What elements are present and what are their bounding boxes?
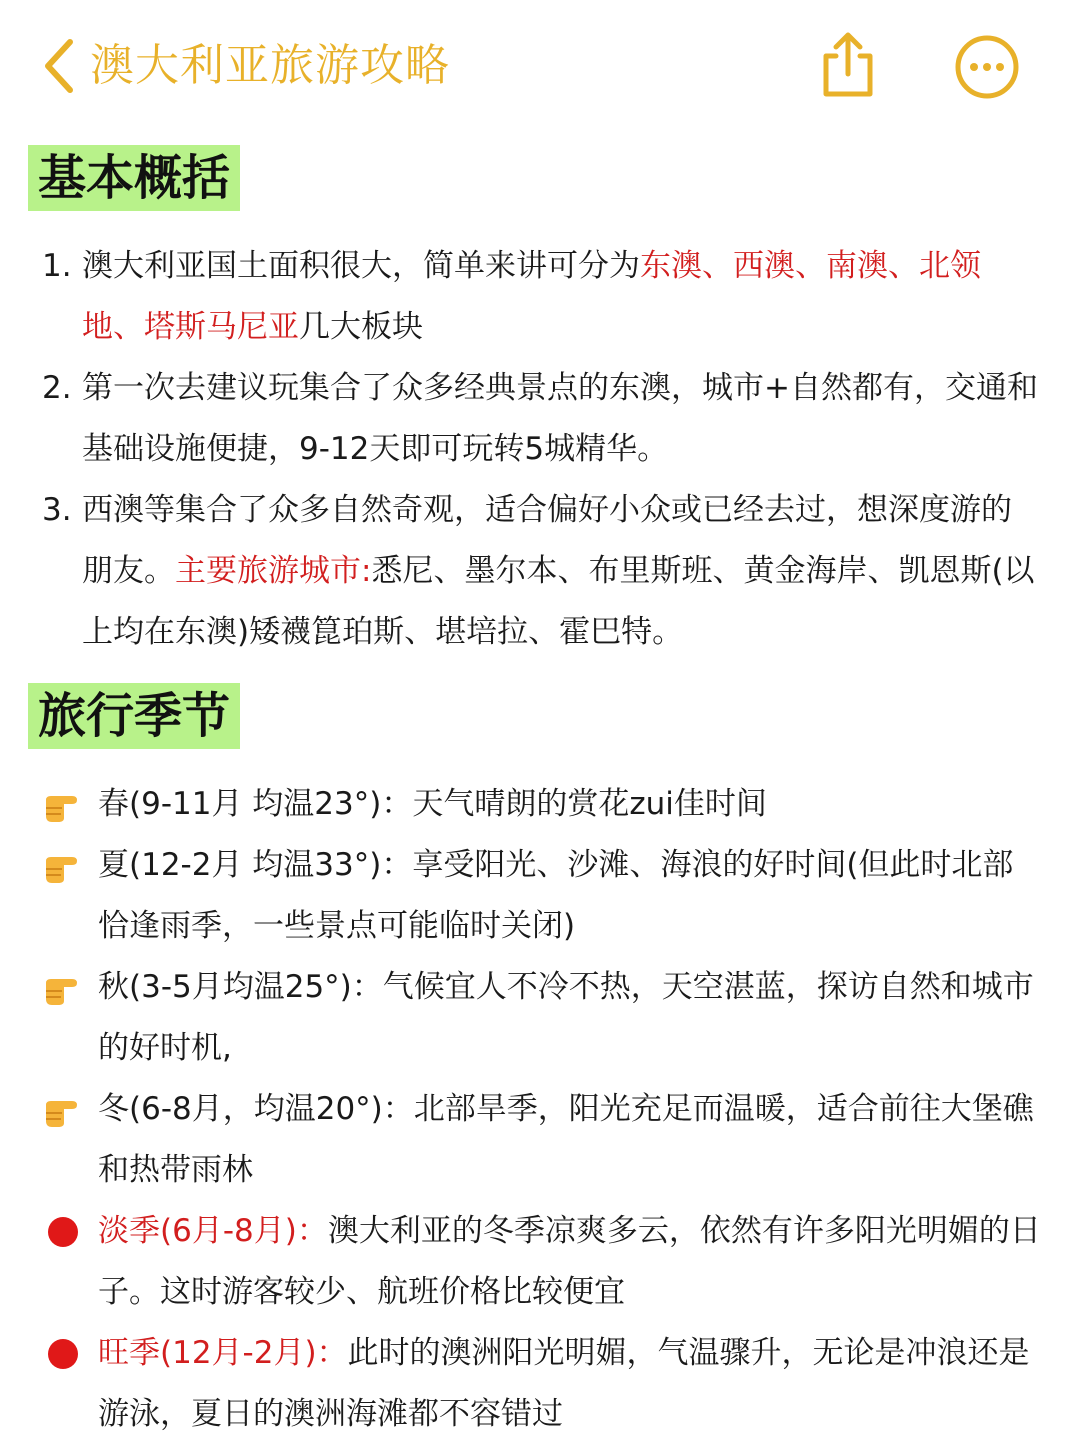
list-item [0,774,1080,835]
section-heading-overview: 基本概括 [28,145,240,211]
red-dot-icon [48,1217,78,1247]
list-item [0,957,1080,1079]
season-text: 春(9-11月 均温23°)：天气晴朗的赏花zui佳时间 [98,786,767,822]
item-highlight: 东澳、西澳、南澳、北领地、塔斯马尼亚 [82,248,981,345]
note-label: 旺季(12月-2月)： [98,1335,348,1371]
share-icon[interactable] [818,30,878,100]
list-item [0,1323,1080,1445]
item-highlight: 主要旅游城市: [175,553,372,589]
list-item [0,236,1080,358]
red-dot-icon [48,1339,78,1369]
note-label: 淡季(6月-8月)： [98,1213,328,1249]
item-text: 第一次去建议玩集合了众多经典景点的东澳，城市+自然都有，交通和基础设施便捷，9-12天即可玩转5城精华。 [82,370,1038,467]
top-bar [0,0,1080,130]
list-number: 2. [42,370,72,406]
list-item [0,358,1080,480]
season-text: 冬(6-8月，均温20°)：北部旱季，阳光充足而温暖，适合前往大堡礁和热带雨林 [98,1091,1034,1188]
pointing-hand-icon [42,845,84,887]
list-number: 1. [42,248,72,284]
pointing-hand-icon [42,784,84,826]
page-title: 澳大利亚旅游攻略 [90,40,450,91]
note-text: 澳大利亚的冬季凉爽多云，依然有许多阳光明媚的日子。这时游客较少、航班价格比较便宜 [98,1213,1041,1310]
season-text: 夏(12-2月 均温33°)：享受阳光、沙滩、海浪的好时间(但此时北部恰逢雨季，一些景点可能临时关闭) [98,847,1014,944]
more-icon[interactable] [954,34,1020,100]
season-text: 秋(3-5月均温25°)：气候宜人不冷不热，天空湛蓝，探访自然和城市的好时机, [98,969,1034,1066]
list-item [0,480,1080,663]
overview-list [0,236,1080,663]
list-item [0,1079,1080,1201]
item-text: 西澳等集合了众多自然奇观，适合偏好小众或已经去过，想深度游的朋友。 [82,492,1012,589]
item-text: 悉尼、墨尔本、布里斯班、黄金海岸、凯恩斯(以上均在东澳)矮襪箟珀斯、堪培拉、霍巴特。 [82,553,1035,650]
season-list [0,774,1080,1445]
list-number: 3. [42,492,72,528]
item-text: 澳大利亚国土面积很大，简单来讲可分为 [82,248,640,284]
section-heading-seasons: 旅行季节 [28,683,240,749]
note-text: 此时的澳洲阳光明媚，气温骤升，无论是冲浪还是游泳，夏日的澳洲海滩都不容错过 [98,1335,1030,1432]
pointing-hand-icon [42,967,84,1009]
chevron-left-icon[interactable] [40,36,80,96]
list-item [0,835,1080,957]
item-text: 几大板块 [299,309,423,345]
list-item [0,1201,1080,1323]
pointing-hand-icon [42,1089,84,1131]
